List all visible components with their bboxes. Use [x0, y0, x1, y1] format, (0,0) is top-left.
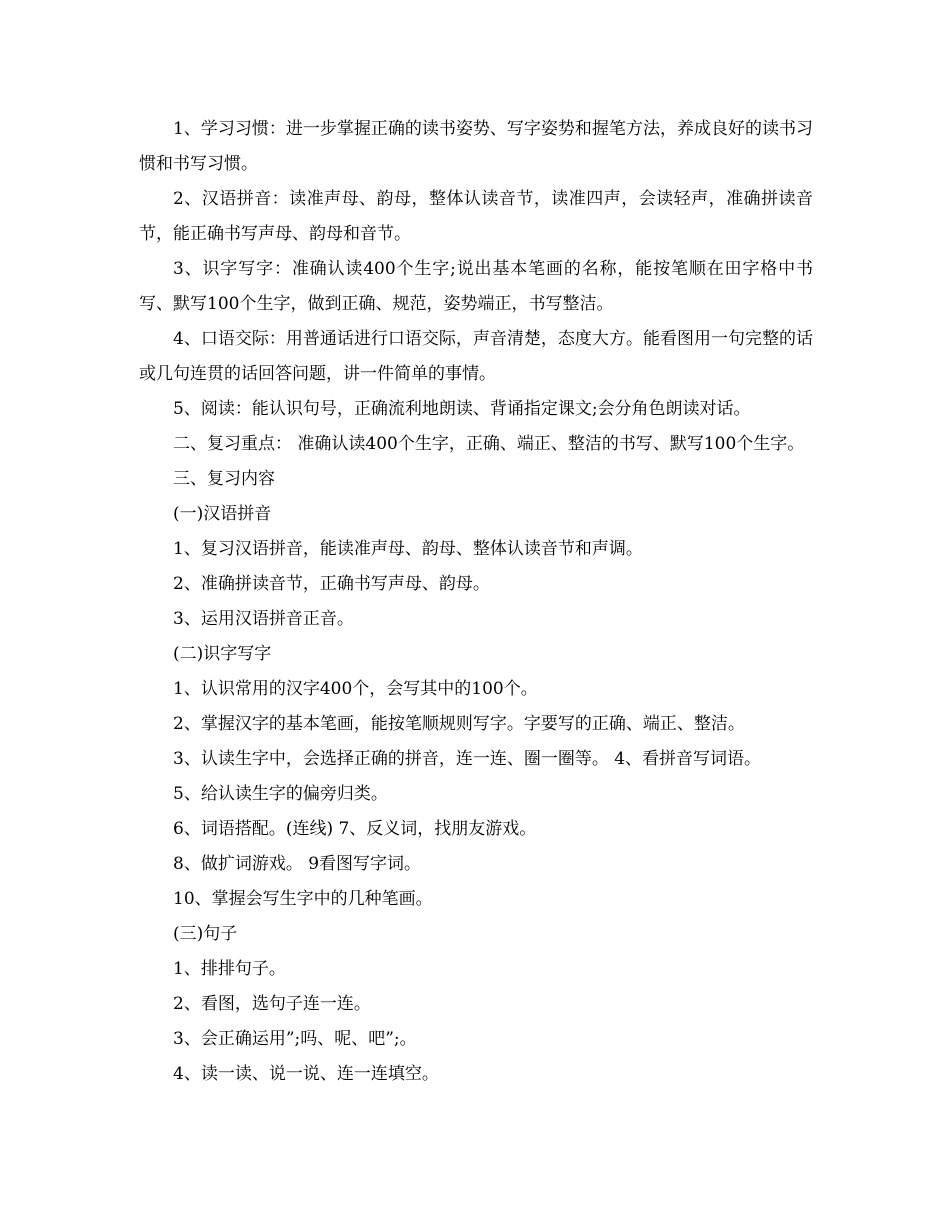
literacy-item-1: 1、认识常用的汉字400个，会写其中的100个。: [173, 679, 538, 699]
pinyin-item-1: 1、复习汉语拼音，能读准声母、韵母、整体认读音节和声调。: [173, 539, 643, 559]
goal-pinyin: 2、汉语拼音：读准声母、韵母，整体认读音节，读准四声，会读轻声，准确拼读音节，能正确书写声母、韵母和音节。: [139, 189, 813, 244]
literacy-item-6-7: 6、词语搭配。(连线) 7、反义词，找朋友游戏。: [173, 819, 537, 839]
sentences-item-2: 2、看图，选句子连一连。: [173, 994, 371, 1014]
subsection-sentences-heading: (三)句子: [173, 924, 238, 944]
subsection-literacy-heading: (二)识字写字: [173, 644, 272, 664]
sentences-item-1: 1、排排句子。: [173, 959, 286, 979]
sentences-item-3: 3、会正确运用”;吗、呢、吧”;。: [173, 1029, 417, 1049]
literacy-item-2: 2、掌握汉字的基本笔画，能按笔顺规则写字。字要写的正确、端正、整洁。: [173, 714, 745, 734]
goal-literacy-writing: 3、识字写字：准确认读400个生字;说出基本笔画的名称，能按笔顺在田字格中书写、默写100个生字，做到正确、规范，姿势端正，书写整洁。: [139, 259, 813, 314]
pinyin-item-2: 2、准确拼读音节，正确书写声母、韵母。: [173, 574, 490, 594]
goal-study-habits: 1、学习习惯：进一步掌握正确的读书姿势、写字姿势和握笔方法，养成良好的读书习惯和书写习惯。: [139, 119, 813, 174]
literacy-item-3-4: 3、认读生字中，会选择正确的拼音，连一连、圈一圈等。 4、看拼音写词语。: [173, 749, 762, 769]
sentences-item-4: 4、读一读、说一说、连一连填空。: [173, 1064, 439, 1084]
subsection-pinyin-heading: (一)汉语拼音: [173, 504, 272, 524]
goal-oral-communication: 4、口语交际：用普通话进行口语交际，声音清楚，态度大方。能看图用一句完整的话或几句连贯的话回答问题，讲一件简单的事情。: [139, 329, 813, 384]
section-review-content-heading: 三、复习内容: [173, 469, 275, 489]
section-review-focus: 二、复习重点： 准确认读400个生字，正确、端正、整洁的书写、默写100个生字。: [173, 434, 805, 454]
pinyin-item-3: 3、运用汉语拼音正音。: [173, 609, 354, 629]
document-body: [139, 112, 813, 1092]
literacy-item-10: 10、掌握会写生字中的几种笔画。: [173, 889, 433, 909]
literacy-item-5: 5、给认读生字的偏旁归类。: [173, 784, 388, 804]
literacy-item-8-9: 8、做扩词游戏。 9看图写字词。: [173, 854, 422, 874]
goal-reading: 5、阅读：能认识句号，正确流利地朗读、背诵指定课文;会分角色朗读对话。: [173, 399, 751, 419]
